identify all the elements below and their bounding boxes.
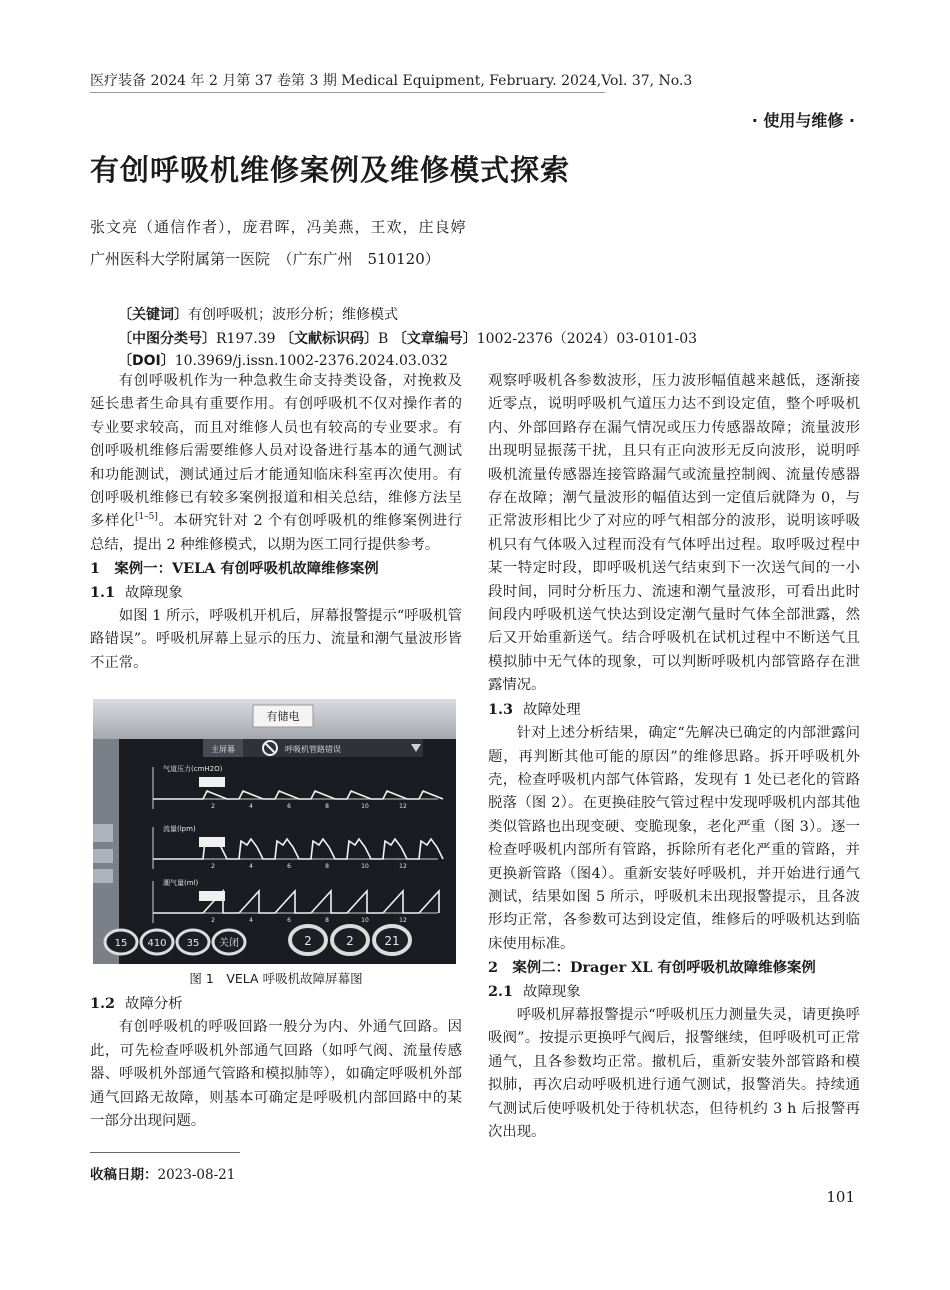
readout-value: 21 xyxy=(384,934,400,948)
axis-tick-label: 6 xyxy=(287,863,291,870)
main-screen-tab: 主屏幕 xyxy=(211,745,235,754)
waveform-label: 流量(lpm) xyxy=(163,825,196,833)
affiliation: 广州医科大学附属第一医院 （广东广州 510120） xyxy=(90,250,440,268)
articleno-label: 〔文章编号〕 xyxy=(392,331,477,347)
paragraph-2-1: 呼吸机屏幕报警提示“呼吸机压力测量失灵，请更换呼吸阀”。按提示更换呼气阀后，报警继续，但呼吸机可正常通气，且各参数均正常。撤机后，重新安装外部管路和模拟肺，再次启动呼吸机进行通气测试，报警消失。持续通气测试后使呼吸机处于待机状态，但待机约 3 h 后报警再次出现。 xyxy=(488,1006,860,1140)
axis-tick-label: 12 xyxy=(399,917,407,924)
param-value: 35 xyxy=(186,938,200,949)
subsection-heading-1-2: 1.2 故障分析 xyxy=(90,995,183,1012)
section-heading-2: 2 案例二：Drager XL 有创呼吸机故障维修案例 xyxy=(488,959,816,977)
figure-1-ventilator-screen xyxy=(93,699,456,964)
waveform-cursor-box xyxy=(199,777,225,787)
keywords-label: 〔关键词〕 xyxy=(118,307,188,323)
section-heading-1: 1 案例一：VELA 有创呼吸机故障维修案例 xyxy=(90,560,379,578)
author-list: 张文亮（通信作者），庞君晖，冯美燕，王欢，庄良婷 xyxy=(90,218,467,236)
axis-tick-label: 10 xyxy=(361,917,369,924)
doccode-label: 〔文献标识码〕 xyxy=(279,331,378,347)
axis-tick-label: 4 xyxy=(249,863,253,870)
doi-label: 〔DOI〕 xyxy=(118,353,175,369)
axis-tick-label: 8 xyxy=(325,803,329,810)
axis-tick-label: 8 xyxy=(325,917,329,924)
readout-value: 2 xyxy=(346,934,354,948)
classification-line xyxy=(118,328,697,348)
axis-tick-label: 4 xyxy=(249,803,253,810)
article-title: 有创呼吸机维修案例及维修模式探索 xyxy=(90,153,571,187)
doccode-value: B xyxy=(377,331,389,347)
axis-tick-label: 12 xyxy=(399,863,407,870)
paragraph-1-2: 有创呼吸机的呼吸回路一般分为内、外通气回路。因此，可先检查呼吸机外部通气回路（如呼气阀、流量传感器、呼吸机外部通气管路和模拟肺等），如确定呼吸机外部通气回路无故障，则基本可确定是呼吸机内部回路中的某一部分出现问题。 xyxy=(90,1019,462,1130)
alarm-message: 呼吸机管路错误 xyxy=(285,745,341,754)
param-value: 410 xyxy=(147,938,167,949)
citation-ref: [1–5] xyxy=(134,512,158,523)
axis-tick-label: 10 xyxy=(361,863,369,870)
doi-value: 10.3969/j.issn.1002-2376.2024.03.032 xyxy=(174,353,448,369)
battery-sticker: 有储电 xyxy=(266,710,300,723)
keywords-text: 有创呼吸机；波形分析；维修模式 xyxy=(188,307,398,323)
ventilator-screen-photo xyxy=(93,699,456,964)
axis-tick-label: 2 xyxy=(211,803,215,810)
figure-1-caption: 图 1 VELA 呼吸机故障屏幕图 xyxy=(189,971,363,986)
axis-tick-label: 6 xyxy=(287,917,291,924)
section-tag: · 使用与维修 · xyxy=(751,111,855,130)
axis-tick-label: 10 xyxy=(361,803,369,810)
page-number: 101 xyxy=(826,1188,855,1206)
running-head: 医疗装备 2024 年 2 月第 37 卷第 3 期 Medical Equipment, February. 2024,Vol. 37, No.3 xyxy=(90,73,693,89)
axis-tick-label: 2 xyxy=(211,863,215,870)
paragraph-analysis-continued: 观察呼吸机各参数波形，压力波形幅值越来越低，逐渐接近零点，说明呼吸机气道压力达不到设定值，整个呼吸机内、外部回路存在漏气情况或压力传感器故障；流量波形出现明显振荡干扰，且只有正向波形无反向波形，说明呼吸机流量传感器连接管路漏气或流量控制阀、流量传感器存在故障；潮气量波形的幅值达到一定值后就降为 0，与正常波形相比少了对应的呼气相部分的波形，说明该呼吸机只有气体吸入过程而没有气体呼出过程。取呼吸过程中某一特定时段，即呼吸机送气结束到下一次送气间的一小段时间，同时分析压力、流速和潮气量波形，可看出此时间段内呼吸机送气快达到设定潮气量时气体全部泄露，然后又开始重新送气。结合呼吸机在试机过程中不断送气且模拟肺中无气体的现象，可以判断呼吸机内部管路存在泄露情况。 xyxy=(488,373,860,694)
axis-tick-label: 2 xyxy=(211,917,215,924)
intro-paragraph: 有创呼吸机作为一种急救生命支持类设备，对挽救及延长患者生命具有重要作用。有创呼吸机不仅对操作者的专业要求较高，而且对维修人员也有较高的专业要求。有创呼吸机维修后需要维修人员对设备进行基本的通气测试和功能测试，测试通过后才能通知临床科室再次使用。有创呼吸机维修已有较多案例报道和相关总结，维修方法呈多样化[1–5]。本研究针对 2 个有创呼吸机的维修案例进行总结，提出 2 种维修模式，以期为医工同行提供参考。 xyxy=(90,373,462,553)
waveform-label: 潮气量(ml) xyxy=(163,879,199,887)
axis-tick-label: 6 xyxy=(287,803,291,810)
articleno-value: 1002-2376（2024）03-0101-03 xyxy=(476,331,698,347)
axis-tick-label: 8 xyxy=(325,863,329,870)
waveform-label: 气道压力(cmH2O) xyxy=(163,765,223,773)
footnote-rule xyxy=(90,1152,240,1153)
right-column xyxy=(488,370,860,1144)
clc-value: R197.39 xyxy=(216,331,276,347)
left-column xyxy=(90,370,462,675)
paragraph-1-3: 针对上述分析结果，确定“先解决已确定的内部泄露问题，再判断其他可能的原因”的维修思路。拆开呼吸机外壳，检查呼吸机内部气体管路，发现有 1 处已老化的管路脱落（图 2）。在更换硅胶气管过程中发现呼吸机内部其他类似管路也出现变硬、变脆现象，老化严重（图 3）。逐一检查呼吸机内部所有管路，拆除所有老化严重的管路，并更换新管路（图4）。重新安装好呼吸机，并开始进行通气测试，结果如图 5 所示，呼吸机未出现报警提示，且各波形均正常，各参数可达到设定值，维修后的呼吸机达到临床使用标准。 xyxy=(488,725,860,952)
axis-tick-label: 4 xyxy=(249,917,253,924)
param-value: 15 xyxy=(114,938,128,949)
param-value: 关闭 xyxy=(219,938,239,949)
keywords-line xyxy=(118,304,398,324)
subsection-heading-1-3: 1.3 故障处理 xyxy=(488,700,581,718)
left-column-continued xyxy=(90,992,462,1133)
doi-line xyxy=(118,350,448,370)
header-rule xyxy=(90,92,605,93)
received-date: 收稿日期：2023-08-21 xyxy=(90,1167,236,1183)
readout-value: 2 xyxy=(304,934,312,948)
axis-tick-label: 12 xyxy=(399,803,407,810)
waveform-cursor-box xyxy=(199,837,225,847)
paragraph-1-1: 如图 1 所示，呼吸机开机后，屏幕报警提示“呼吸机管路错误”。呼吸机屏幕上显示的压力、流量和潮气量波形皆不正常。 xyxy=(90,608,462,671)
subsection-heading-1-1: 1.1 故障现象 xyxy=(90,583,183,601)
clc-label: 〔中图分类号〕 xyxy=(118,331,216,347)
subsection-heading-2-1: 2.1 故障现象 xyxy=(488,982,581,1000)
